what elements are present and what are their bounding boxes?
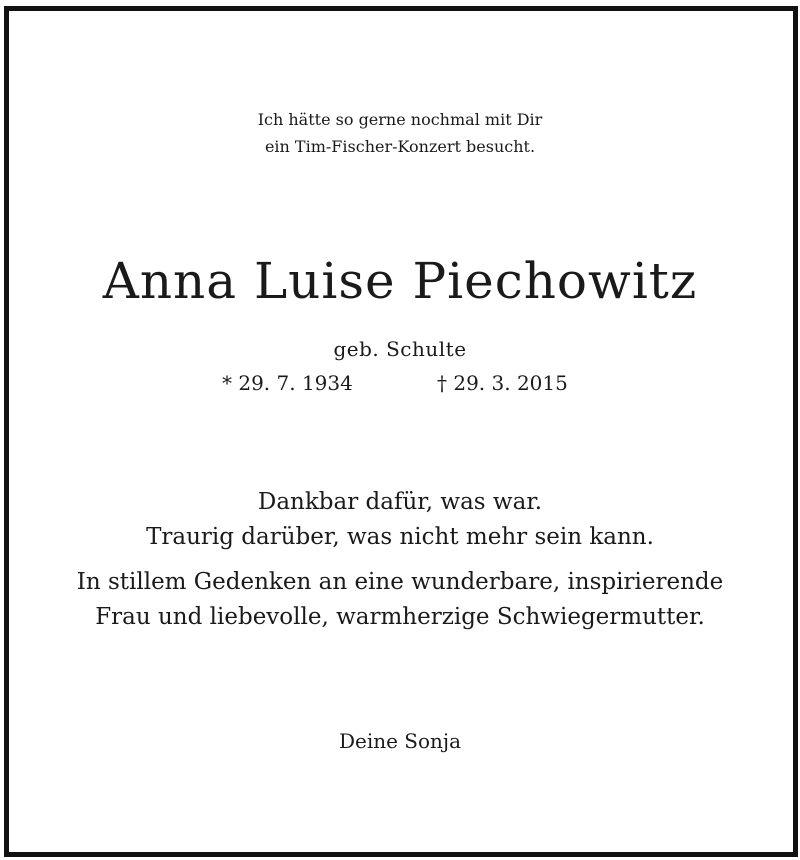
message-line-4: Frau und liebevolle, warmherzige Schwiegermutter. [95, 604, 705, 630]
message-line-2: Traurig darüber, was nicht mehr sein kann. [146, 524, 654, 550]
birth-date: * 29. 7. 1934 [222, 371, 353, 395]
message-line-3: In stillem Gedenken an eine wunderbare, inspirierende [76, 569, 724, 595]
motto-line-2: ein Tim-Fischer-Konzert besucht. [264, 137, 536, 156]
death-date: † 29. 3. 2015 [437, 371, 568, 395]
message-line-1: Dankbar dafür, was war. [257, 489, 543, 515]
motto-line-1: Ich hätte so gerne nochmal mit Dir [257, 110, 543, 129]
maiden-name: geb. Schulte [333, 337, 467, 361]
signature: Deine Sonja [338, 729, 462, 753]
deceased-name: Anna Luise Piechowitz [102, 252, 698, 310]
